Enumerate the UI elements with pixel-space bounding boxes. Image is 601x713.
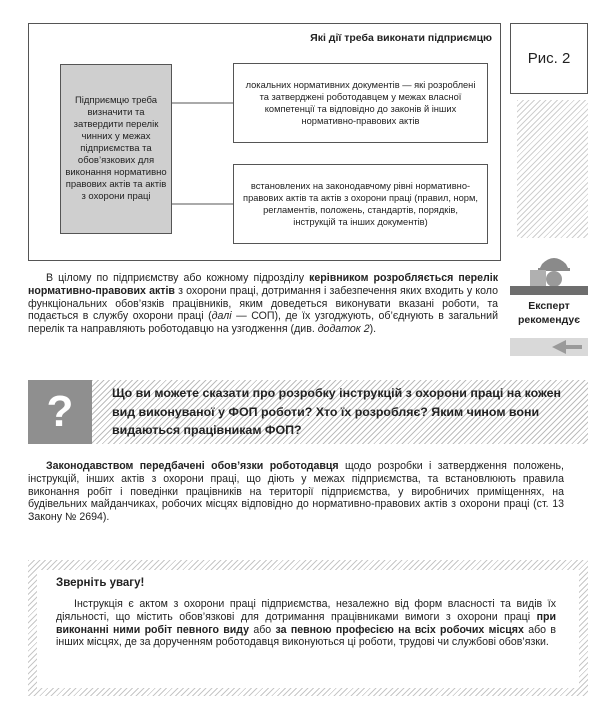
para2-text-1: щодо розробки і затвердження положень, інструкцій, інших актів з охорони праці, що діють у межах підприємства, та встановлюють правила виконання робіт і поведінки працівників на території підприємства, у виробничих приміщеннях, на будівельних майданчиках, робочих місцях відповідно до нормативно-правових актів з охорони праці (ст. 13 Закону № 2694). [28,460,564,524]
figure-left-text: Підприємцю треба визначити та затвердити перелік чинних у межах підприємства та обов’язкових для виконання нормативно правових актів та актів з охорони праці [65,95,167,202]
attention-text [56,598,556,649]
paragraph-2 [28,460,564,524]
figure-box-local-docs [233,63,488,143]
figure-box-legal-acts [233,164,488,244]
attention-text-3: або в інших місцях, де за дорученням роботодавця виконуються ці роботи, трудові чи службові обов’язки. [56,623,556,649]
attention-title: Зверніть увагу! [56,577,145,589]
para1-italic-2: додаток 2 [317,323,370,336]
figure-box-legal-text: встановлених на законодавчому рівні нормативно-правових актів та актів з охорони праці (правил, норм, регламентів, положень, стандартів, порядків, інструкцій та інших документів) [243,181,478,227]
expert-label-line1: Експерт [528,300,570,312]
para1-text-3: — СОП), де їх узгоджують, об’єднують в загальний перелік та направляють роботодавцю на узгодження (див. [28,310,498,336]
question-text: Що ви можете сказати про розробку інструкцій з охорони праці на кожен вид виконуваної у ФОП роботи? Хто їх розробляє? Яким чином вони видаються працівникам ФОП? [112,386,562,437]
figure-label-text: Рис. 2 [527,50,571,67]
para1-text-2: з охорони праці, дотримання і забезпечення яких входить у коло функціональних обов’язків працівників, яким доведеться виконувати вказані роботи, та подається в службу охорони праці ( [28,284,498,323]
attention-text-2: або [249,623,276,636]
para1-italic-1: далі [211,310,232,323]
question-mark-icon [28,380,92,444]
para1-text-1: В цілому по підприємству або кожному підрозділу [46,272,310,284]
expert-label [510,295,588,337]
figure-box-local-text: локальних нормативних документів — які розроблені та затверджені роботодавцем у межах власної компетенції та відповідно до законів й інших нормативно-правових актів [245,80,476,126]
attention-bold-1: при виконанні ними робіт певного виду [56,610,556,636]
question-mark: ? [46,387,74,436]
paragraph-1 [28,272,498,336]
attention-bold-2: за певною професією на всіх робочих місцях [275,623,524,636]
figure-title: Які дії треба виконати підприємцю [310,32,492,44]
attention-text-1: Інструкція є актом з охорони праці підприємства, незалежно від форм власності та видів їх діяльності, що містить обов’язкові для дотримання працівниками вимоги з охорони праці [56,598,556,623]
figure-label [510,23,588,94]
figure-hatch-decoration [517,100,588,238]
para1-text-4: ). [369,323,377,336]
para2-bold-1: Законодавством передбачені обов’язки роботодавця [46,460,339,472]
expert-label-line2: рекомендує [517,314,581,326]
para1-bold-1: керівником розробляється перелік нормативно-правових актів [28,272,499,297]
